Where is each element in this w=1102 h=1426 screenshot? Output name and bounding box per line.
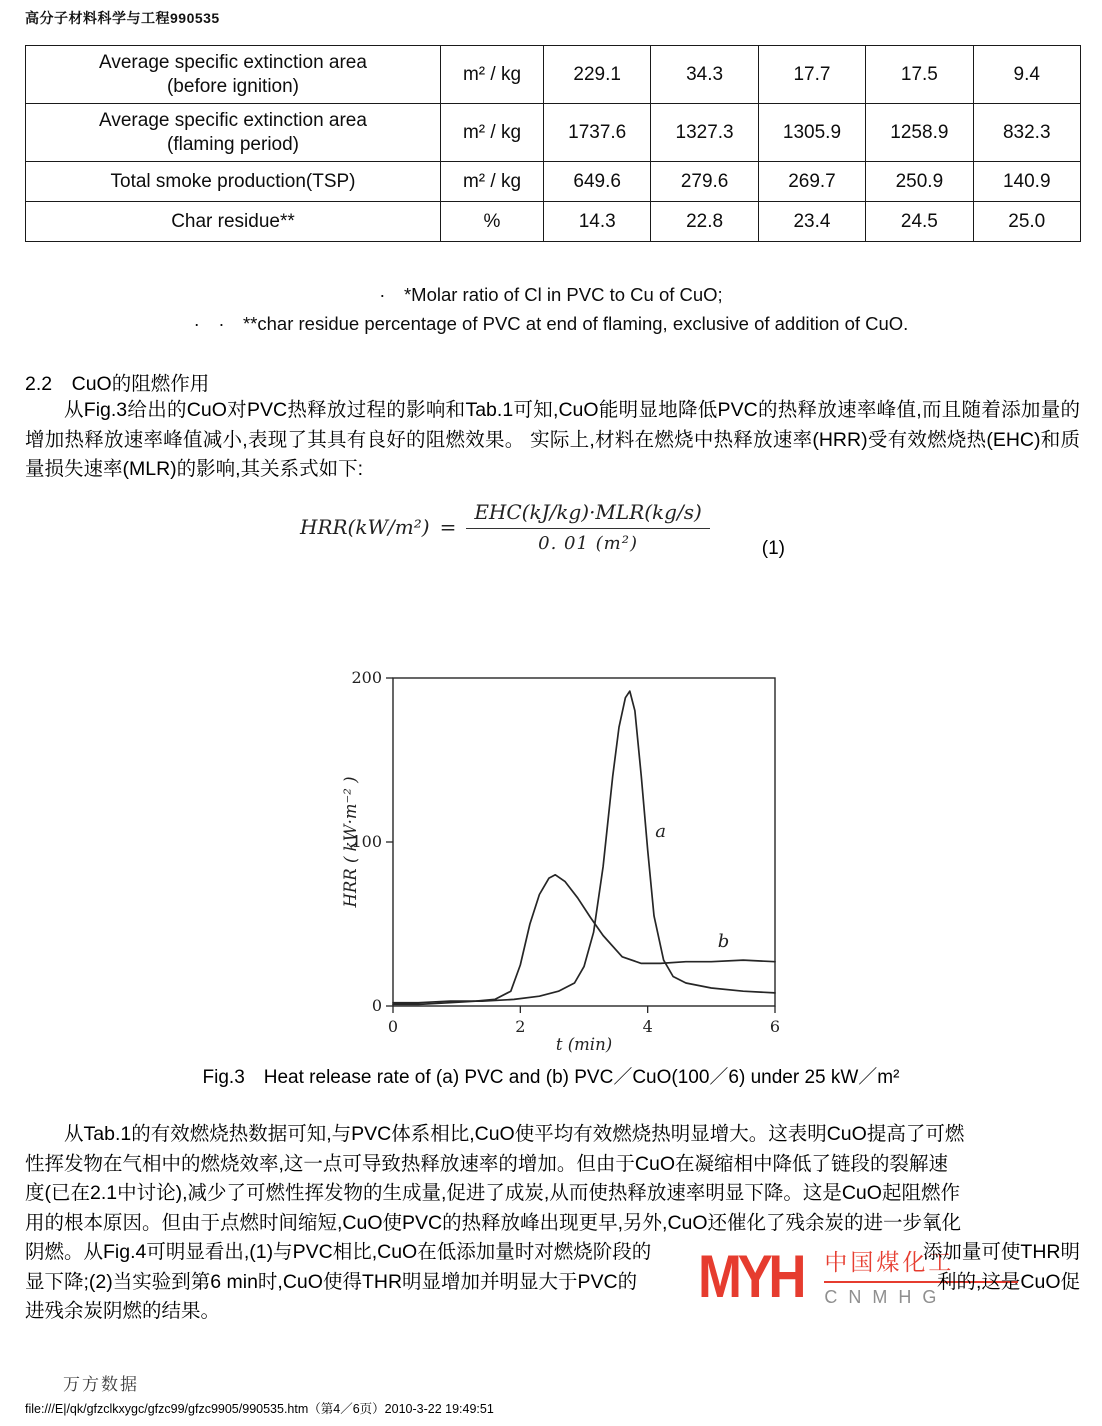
table-footnote-1: · *Molar ratio of Cl in PVC to Cu of CuO; [379, 284, 723, 305]
page-header-title: 高分子材料科学与工程990535 [25, 10, 220, 26]
cell-value: 1327.3 [651, 104, 758, 162]
row-label-line1: Average specific extinction area [99, 51, 367, 73]
svg-text:a: a [655, 821, 667, 843]
cell-value: 24.5 [866, 202, 973, 242]
row-label: Char residue** [26, 202, 441, 242]
paragraph-2-line [25, 1268, 1080, 1298]
section-heading: 2.2 CuO的阻燃作用 [25, 373, 210, 395]
paragraph-2-line: 性挥发物在气相中的燃烧效率,这一点可导致热释放速率的增加。但由于CuO在凝缩相中降低了链段的裂解速 [25, 1152, 949, 1175]
row-label-line1: Average specific extinction area [99, 109, 367, 131]
file-path-footer: file:///E|/qk/gfzclkxygc/gfzc99/gfzc9905/990535.htm（第4／6页）2010-3-22 19:49:51 [25, 1402, 494, 1416]
wanfang-data-mark: 万方数据 [63, 1375, 139, 1394]
paragraph-2-line-left: 阴燃。从Fig.4可明显看出,(1)与PVC相比,CuO在低添加量时对燃烧阶段的 [25, 1241, 652, 1263]
results-table [25, 45, 1081, 242]
svg-text:0: 0 [371, 996, 382, 1015]
cell-value: 250.9 [866, 162, 973, 202]
paragraph-2 [25, 1120, 1080, 1327]
svg-text:0: 0 [387, 1017, 399, 1036]
fig3-caption: Fig.3 Heat release rate of (a) PVC and (b) PVC／CuO(100／6) under 25 kW／m² [202, 1067, 900, 1088]
cell-value: 17.7 [758, 46, 865, 104]
row-unit: m² / kg [441, 162, 544, 202]
table-footnote-2: · · **char residue percentage of PVC at end of flaming, exclusive of addition of CuO. [193, 313, 909, 334]
table-row [26, 104, 1081, 162]
svg-text:HRR ( kW·m⁻² ): HRR ( kW·m⁻² ) [341, 776, 360, 908]
cell-value: 140.9 [973, 162, 1080, 202]
svg-text:200: 200 [351, 668, 382, 687]
svg-text:4: 4 [642, 1017, 653, 1036]
row-label-line2: (before ignition) [166, 75, 300, 97]
paragraph-2-line-left: 显下降;(2)当实验到第6 min时,CuO使得THR明显增加并明显大于PVC的 [25, 1270, 638, 1293]
equation-fraction [466, 500, 709, 554]
equation-numerator: EHC(kJ/kg)·MLR(kg/s) [466, 500, 709, 529]
paragraph-2-line: 度(已在2.1中讨论),减少了可燃性挥发物的生成量,促进了成炭,从而使热释放速率明显下降。这是CuO起阻燃作 [25, 1182, 960, 1204]
watermark-title: 中国煤化工 [824, 1244, 1018, 1283]
equation-lhs: HRR(kW/m²) [300, 515, 430, 539]
row-label [26, 46, 441, 104]
row-label: Total smoke production(TSP) [26, 162, 441, 202]
paragraph-2-line: 用的根本原因。但由于点燃时间缩短,CuO使PVC的热释放峰出现更早,另外,CuO还催化了残余炭的进一步氧化 [25, 1211, 962, 1234]
paragraph-2-line [25, 1238, 1080, 1268]
row-unit: m² / kg [441, 104, 544, 162]
cell-value: 9.4 [973, 46, 1080, 104]
cell-value: 649.6 [544, 162, 651, 202]
cnmhg-logo-icon: MYH [698, 1242, 803, 1310]
paragraph-2-line: 从Tab.1的有效燃烧热数据可知,与PVC体系相比,CuO使平均有效燃烧热明显增大。这表明CuO提高了可燃 [64, 1123, 965, 1145]
cell-value: 34.3 [651, 46, 758, 104]
table-row [26, 202, 1081, 242]
equals-sign: = [439, 515, 457, 539]
equation-1 [300, 500, 786, 559]
cell-value: 1258.9 [866, 104, 973, 162]
cell-value: 1737.6 [544, 104, 651, 162]
equation-number: (1) [761, 538, 786, 559]
paragraph-1: 从Fig.3给出的CuO对PVC热释放过程的影响和Tab.1可知,CuO能明显地降低PVC的热释放速率峰值,而且随着添加量的增加热释放速率峰值减小,表现了其具有良好的阻燃效果。 实际上,材料在燃烧中热释放速率(HRR)受有效燃烧热(EHC)和质量损失速率(MLR)的影响,其关系式如下: [25, 399, 1080, 480]
results-table-container [25, 45, 1080, 242]
row-unit: m² / kg [441, 46, 544, 104]
paragraph-2-line-right: 利的,这是CuO促 [936, 1270, 1080, 1293]
svg-text:6: 6 [769, 1017, 781, 1036]
svg-text:t (min): t (min) [555, 1035, 613, 1054]
cell-value: 269.7 [758, 162, 865, 202]
cell-value: 1305.9 [758, 104, 865, 162]
table-row [26, 46, 1081, 104]
row-unit: % [441, 202, 544, 242]
cell-value: 25.0 [973, 202, 1080, 242]
svg-text:2: 2 [515, 1017, 526, 1036]
row-label-line2: (flaming period) [167, 133, 299, 155]
cell-value: 23.4 [758, 202, 865, 242]
cell-value: 14.3 [544, 202, 651, 242]
paragraph-2-line-right: 添加量可使THR明 [922, 1241, 1080, 1263]
cell-value: 22.8 [651, 202, 758, 242]
svg-text:b: b [717, 930, 730, 952]
paragraph-2-line: 进残余炭阴燃的结果。 [25, 1300, 221, 1322]
cell-value: 229.1 [544, 46, 651, 104]
cell-value: 279.6 [651, 162, 758, 202]
svg-text:100: 100 [351, 832, 382, 851]
fig3-hrr-chart [341, 664, 791, 1056]
cell-value: 832.3 [973, 104, 1080, 162]
watermark-subtitle: CNMHG [824, 1287, 948, 1307]
equation-denominator: 0. 01 (m²) [538, 533, 638, 554]
row-label [26, 104, 441, 162]
cell-value: 17.5 [866, 46, 973, 104]
table-row [26, 162, 1081, 202]
